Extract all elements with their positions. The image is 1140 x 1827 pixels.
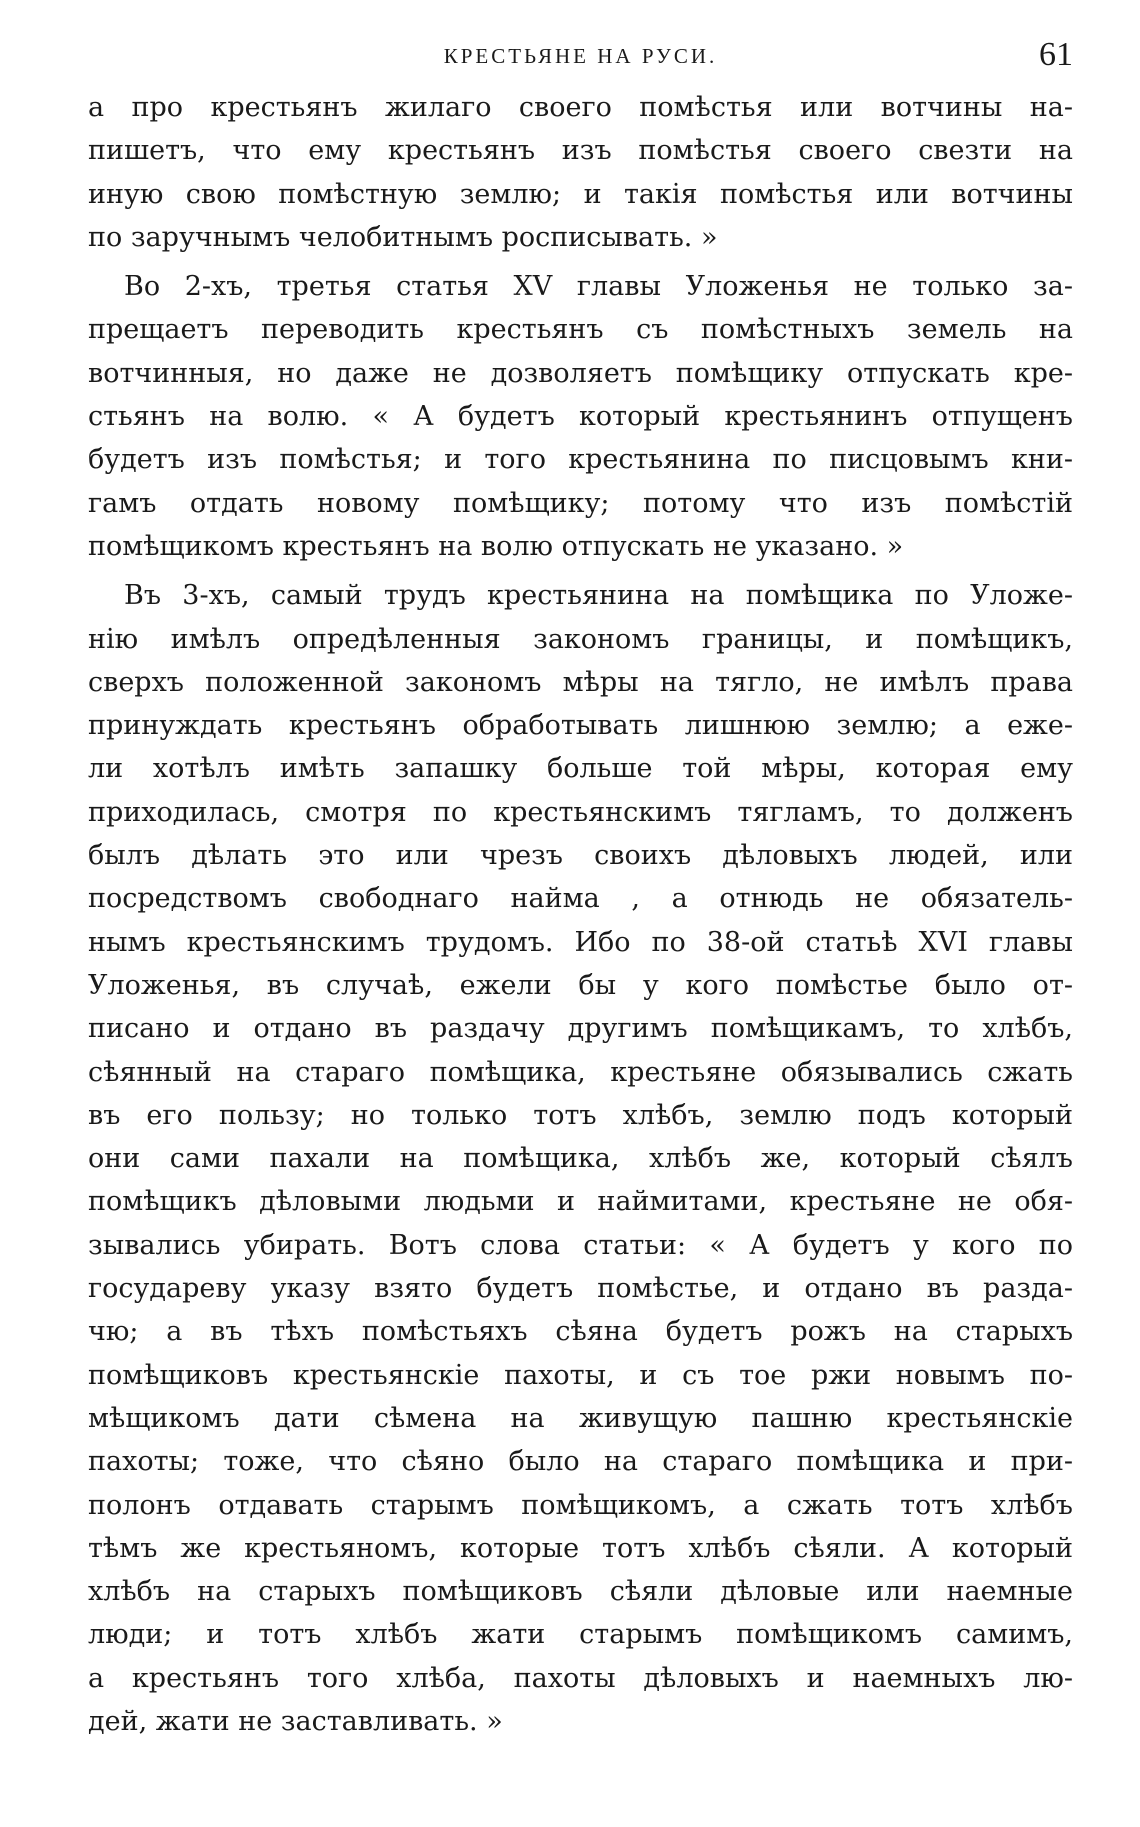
paragraph xyxy=(88,574,1073,1743)
text-line: приходилась, смотря по крестьянскимъ тягламъ, то долженъ xyxy=(88,796,1073,828)
text-line: помѣщиковъ крестьянскіе пахоты, и съ тое ржи новымъ по- xyxy=(88,1359,1073,1391)
text-line: зывались убирать. Вотъ слова статьи: « А будетъ у кого по xyxy=(88,1229,1073,1261)
text-line: мѣщикомъ дати сѣмена на живущую пашню крестьянскіе xyxy=(88,1402,1073,1434)
text-line: хлѣбъ на старыхъ помѣщиковъ сѣяли дѣловые или наемные xyxy=(88,1576,1073,1608)
text-line: сверхъ положенной закономъ мѣры на тягло, не имѣлъ права xyxy=(88,666,1073,698)
text-line: будетъ изъ помѣстья; и того крестьянина по писцовымъ кни- xyxy=(88,444,1073,476)
text-line: тѣмъ же крестьяномъ, которые тотъ хлѣбъ сѣяли. А который xyxy=(88,1532,1073,1564)
text-line: нымъ крестьянскимъ трудомъ. Ибо по 38-ой статьѣ XVI главы xyxy=(88,926,1073,958)
text-line: дей, жати не заставливать. » xyxy=(88,1705,503,1737)
text-line: помѣщикомъ крестьянъ на волю отпускать не указано. » xyxy=(88,530,904,562)
text-line: государеву указу взято будетъ помѣстье, и отдано въ разда- xyxy=(88,1273,1073,1305)
text-line: принуждать крестьянъ обработывать лишнюю землю; а еже- xyxy=(88,710,1073,742)
text-line: писано и отдано въ раздачу другимъ помѣщикамъ, то хлѣбъ, xyxy=(88,1013,1073,1045)
text-line: по заручнымъ челобитнымъ росписывать. » xyxy=(88,221,718,253)
text-line: а крестьянъ того хлѣба, пахоты дѣловыхъ и наемныхъ лю- xyxy=(88,1662,1073,1694)
text-line: Во 2-хъ, третья статья XV главы Уложенья не только за- xyxy=(124,271,1073,303)
text-line: въ его пользу; но только тотъ хлѣбъ, землю подъ который xyxy=(88,1099,1073,1131)
text-line: чю; а въ тѣхъ помѣстьяхъ сѣяна будетъ рожъ на старыхъ xyxy=(88,1316,1073,1348)
text-line: Уложенья, въ случаѣ, ежели бы у кого помѣстье было от- xyxy=(88,969,1073,1001)
text-line: вотчинныя, но даже не дозволяетъ помѣщику отпускать кре- xyxy=(88,357,1073,389)
text-line: сѣянный на стараго помѣщика, крестьяне обязывались сжать xyxy=(88,1056,1073,1088)
text-line: пахоты; тоже, что сѣяно было на стараго помѣщика и при- xyxy=(88,1446,1073,1478)
text-line: гамъ отдать новому помѣщику; потому что изъ помѣстій xyxy=(88,487,1073,519)
text-line: помѣщикъ дѣловыми людьми и наймитами, крестьяне не обя- xyxy=(88,1186,1073,1218)
text-line: нію имѣлъ опредѣленныя закономъ границы, и помѣщикъ, xyxy=(88,623,1073,655)
text-line: полонъ отдавать старымъ помѣщикомъ, а сжать тотъ хлѣбъ xyxy=(88,1489,1073,1521)
paragraph xyxy=(88,265,1073,568)
text-line: они сами пахали на помѣщика, хлѣбъ же, который сѣялъ xyxy=(88,1143,1073,1175)
text-line: люди; и тотъ хлѣбъ жати старымъ помѣщикомъ самимъ, xyxy=(88,1619,1073,1651)
text-line: Въ 3-хъ, самый трудъ крестьянина на помѣщика по Уложе- xyxy=(124,580,1073,612)
text-line: пишетъ, что ему крестьянъ изъ помѣстья своего свезти на xyxy=(88,135,1073,167)
text-line: иную свою помѣстную землю; и такія помѣстья или вотчины xyxy=(88,178,1073,210)
text-line: стьянъ на волю. « А будетъ который крестьянинъ отпущенъ xyxy=(88,401,1073,433)
text-line: посредствомъ свободнаго найма , а отнюдь не обязатель- xyxy=(88,883,1073,915)
page-number: 61 xyxy=(1039,36,1073,73)
text-line: ли хотѣлъ имѣть запашку больше той мѣры, которая ему xyxy=(88,753,1073,785)
text-line: былъ дѣлать это или чрезъ своихъ дѣловыхъ людей, или xyxy=(88,840,1073,872)
paragraph xyxy=(88,86,1073,259)
text-line: прещаетъ переводить крестьянъ съ помѣстныхъ земель на xyxy=(88,314,1073,346)
text-body xyxy=(88,86,1073,1743)
text-line: а про крестьянъ жилаго своего помѣстья или вотчины на- xyxy=(88,92,1073,123)
running-header xyxy=(88,38,1073,78)
running-title: КРЕСТЬЯНЕ НА РУСИ. xyxy=(443,44,718,68)
